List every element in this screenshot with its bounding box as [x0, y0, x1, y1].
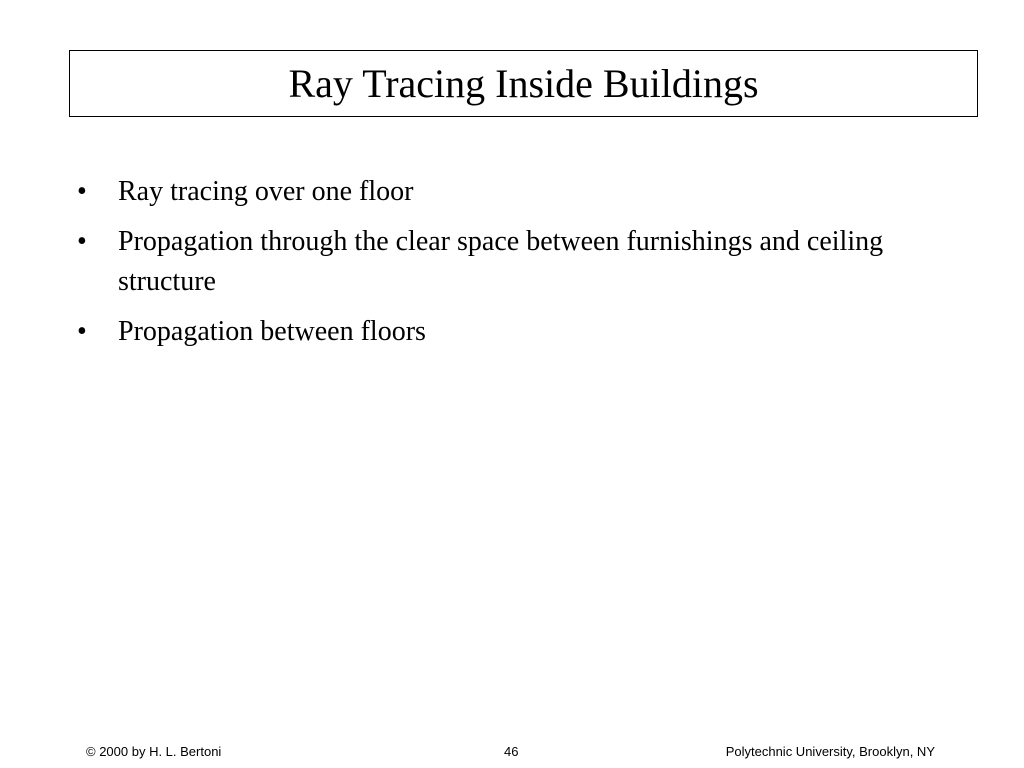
bullet-item	[75, 312, 915, 352]
bullet-item	[75, 172, 915, 212]
bullet-icon: •	[77, 316, 87, 347]
slide-title-box	[69, 50, 978, 117]
slide-title: Ray Tracing Inside Buildings	[288, 60, 759, 106]
bullet-text: Propagation between floors	[118, 316, 426, 347]
bullet-text: Propagation through the clear space between furnishings and ceiling structure	[118, 226, 884, 297]
footer-page-number: 46	[504, 744, 519, 759]
footer-copyright: © 2000 by H. L. Bertoni	[86, 744, 222, 759]
bullet-list	[75, 172, 915, 362]
footer-institution: Polytechnic University, Brooklyn, NY	[725, 744, 935, 759]
bullet-icon: •	[77, 176, 87, 207]
bullet-icon: •	[77, 226, 87, 257]
bullet-text: Ray tracing over one floor	[118, 176, 414, 207]
bullet-item	[75, 222, 915, 302]
